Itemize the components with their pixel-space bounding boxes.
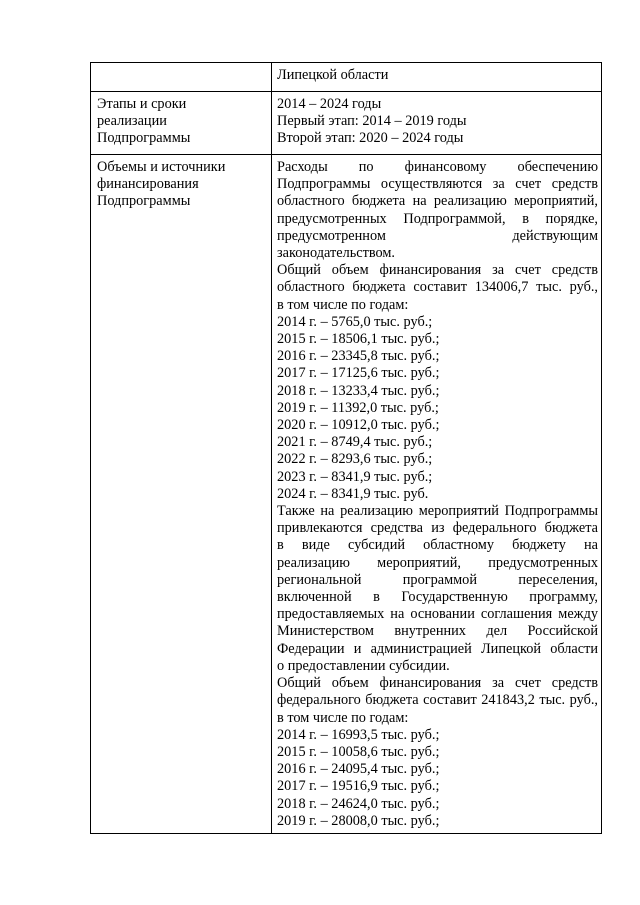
list-item: 2015 г. – 10058,6 тыс. руб.;: [277, 743, 440, 760]
paragraph-line: законодательством.: [277, 245, 395, 262]
stages-label-line: Этапы и сроки: [97, 96, 187, 112]
table-row-region: [91, 63, 602, 92]
paragraph-line: Федерации и администрацией Липецкой области: [277, 640, 598, 657]
paragraph-line: Также на реализацию мероприятий Подпрограммы: [277, 503, 598, 520]
paragraph-line: региональной программой переселения,: [277, 571, 598, 588]
paragraph-line: Общий объем финансирования за счет средств: [277, 262, 598, 279]
paragraph-line: включенной в Государственную программу,: [277, 589, 598, 606]
list-item: 2018 г. – 13233,4 тыс. руб.;: [277, 382, 440, 399]
regional-years-list: [277, 314, 598, 503]
paragraph-line: Расходы по финансовому обеспечению: [277, 159, 598, 175]
list-item: 2023 г. – 8341,9 тыс. руб.;: [277, 468, 433, 485]
list-item: 2022 г. – 8293,6 тыс. руб.;: [277, 451, 433, 468]
paragraph-line: о предоставлении субсидии.: [277, 657, 450, 674]
list-item: 2015 г. – 18506,1 тыс. руб.;: [277, 331, 440, 348]
regional-funding-paragraph: [277, 159, 598, 262]
stages-period: 2014 – 2024 годы: [277, 96, 382, 112]
paragraph-line: предусмотренном действующим: [277, 227, 598, 244]
finance-label-line: Объемы и источники: [97, 159, 226, 175]
stages-second-stage: Второй этап: 2020 – 2024 годы: [277, 130, 464, 147]
regional-total: [277, 262, 598, 314]
finance-value-cell: [272, 155, 602, 834]
stages-label-cell: [91, 92, 272, 155]
list-item: 2024 г. – 8341,9 тыс. руб.: [277, 485, 429, 502]
stages-value-cell: [272, 92, 602, 155]
stages-label-line: Подпрограммы: [97, 130, 191, 147]
stages-first-stage: Первый этап: 2014 – 2019 годы: [277, 113, 467, 130]
paragraph-line: областного бюджета на реализацию мероприятий,: [277, 193, 598, 210]
federal-funding-paragraph: [277, 503, 598, 675]
paragraph-line: предусмотренных Подпрограммой, в порядке,: [277, 210, 598, 227]
list-item: 2017 г. – 17125,6 тыс. руб.;: [277, 365, 440, 382]
paragraph-line: Общий объем финансирования за счет средств: [277, 675, 598, 692]
paragraph-line: в том числе по годам:: [277, 296, 409, 313]
table-row-finance: [91, 155, 602, 834]
list-item: 2018 г. – 24624,0 тыс. руб.;: [277, 795, 440, 812]
stages-label-line: реализации: [97, 113, 167, 130]
paragraph-line: федерального бюджета составит 241843,2 тыс. руб.,: [277, 692, 598, 709]
paragraph-line: предоставляемых на основании соглашения между: [277, 606, 598, 623]
passport-table: [90, 62, 602, 834]
paragraph-line: Министерством внутренних дел Российской: [277, 623, 598, 640]
list-item: 2017 г. – 19516,9 тыс. руб.;: [277, 778, 440, 795]
list-item: 2020 г. – 10912,0 тыс. руб.;: [277, 417, 440, 434]
region-value-cell: [272, 63, 602, 92]
finance-label-cell: [91, 155, 272, 834]
paragraph-line: областного бюджета составит 134006,7 тыс. руб.,: [277, 279, 598, 296]
paragraph-line: реализацию мероприятий, предусмотренных: [277, 554, 598, 571]
region-value: Липецкой области: [277, 67, 389, 83]
paragraph-line: в том числе по годам:: [277, 709, 409, 726]
region-label-cell: [91, 63, 272, 92]
federal-years-list: [277, 727, 598, 830]
paragraph-line: Подпрограммы осуществляются за счет средств: [277, 176, 598, 193]
list-item: 2016 г. – 23345,8 тыс. руб.;: [277, 348, 440, 365]
federal-total: [277, 675, 598, 727]
finance-label-line: Подпрограммы: [97, 193, 191, 210]
paragraph-line: привлекаются средства из федерального бюджета: [277, 520, 598, 537]
list-item: 2019 г. – 28008,0 тыс. руб.;: [277, 812, 440, 829]
list-item: 2016 г. – 24095,4 тыс. руб.;: [277, 761, 440, 778]
finance-label-line: финансирования: [97, 176, 199, 193]
list-item: 2014 г. – 5765,0 тыс. руб.;: [277, 313, 433, 330]
list-item: 2019 г. – 11392,0 тыс. руб.;: [277, 399, 439, 416]
paragraph-line: в виде субсидий областному бюджету на: [277, 537, 598, 554]
list-item: 2014 г. – 16993,5 тыс. руб.;: [277, 726, 440, 743]
list-item: 2021 г. – 8749,4 тыс. руб.;: [277, 434, 433, 451]
table-row-stages: [91, 92, 602, 155]
